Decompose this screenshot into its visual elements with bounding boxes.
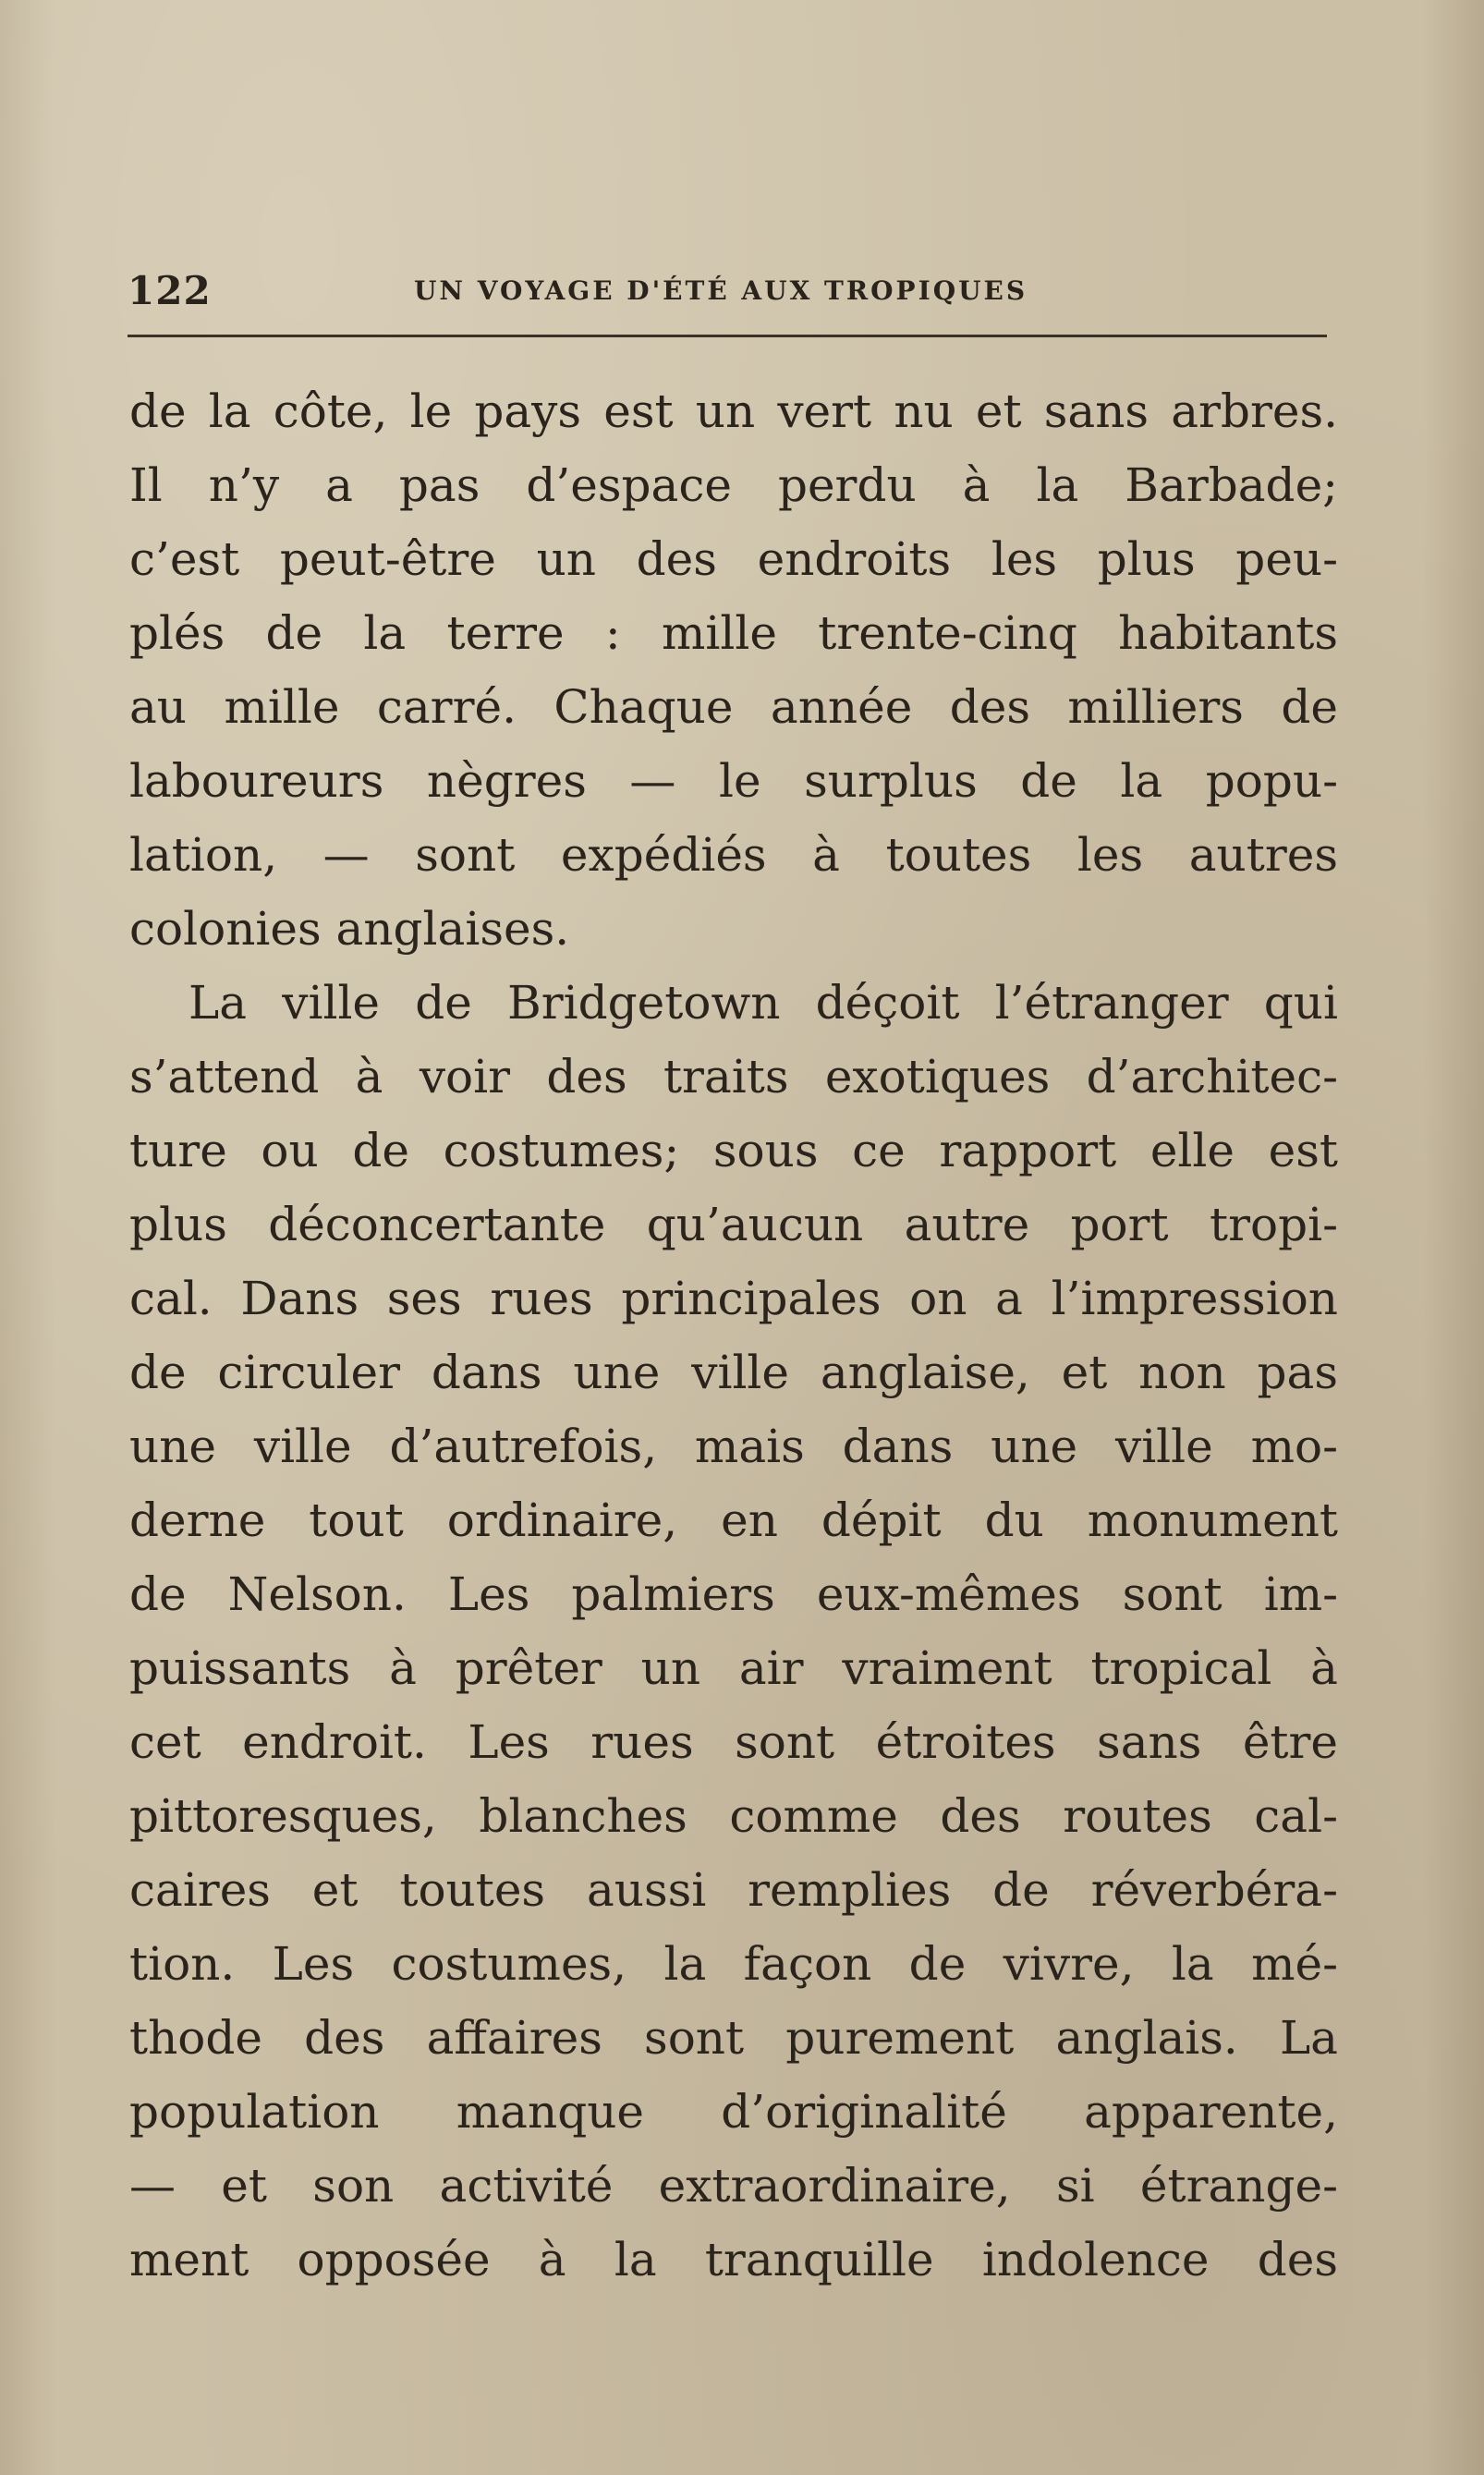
text-line: tion. Les costumes, la façon de vivre, la mé-: [129, 1937, 1338, 1991]
text-line: puissants à prêter un air vraiment tropical à: [129, 1641, 1338, 1695]
text-line: ment opposée à la tranquille indolence des: [129, 2233, 1338, 2286]
text-line: ture ou de costumes; sous ce rapport elle est: [129, 1124, 1338, 1177]
text-line: plés de la terre : mille trente-cinq habitants: [129, 606, 1338, 660]
running-title: UN VOYAGE D'ÉTÉ AUX TROPIQUES: [414, 275, 1028, 306]
text-line: caires et toutes aussi remplies de réverbéra-: [129, 1863, 1338, 1917]
text-line: de Nelson. Les palmiers eux-mêmes sont im-: [129, 1567, 1338, 1621]
text-line: pittoresques, blanches comme des routes cal-: [129, 1789, 1338, 1843]
text-line: — et son activité extraordinaire, si étrange-: [129, 2159, 1338, 2213]
text-line: une ville d’autrefois, mais dans une ville mo-: [129, 1420, 1338, 1473]
text-line: population manque d’originalité apparente,: [129, 2085, 1338, 2139]
text-line: cet endroit. Les rues sont étroites sans être: [129, 1715, 1338, 1769]
text-line: c’est peut-être un des endroits les plus peu-: [129, 532, 1338, 586]
header-rule: [128, 335, 1327, 337]
running-head: [128, 268, 1329, 323]
text-line: de la côte, le pays est un vert nu et sans arbres.: [129, 384, 1338, 438]
text-line: plus déconcertante qu’aucun autre port tropi-: [129, 1198, 1338, 1251]
text-line: thode des affaires sont purement anglais. La: [129, 2011, 1338, 2065]
text-line: Il n’y a pas d’espace perdu à la Barbade;: [129, 458, 1338, 512]
text-line: de circuler dans une ville anglaise, et non pas: [129, 1346, 1338, 1399]
text-line: La ville de Bridgetown déçoit l’étranger qui: [189, 976, 1338, 1030]
body-text: [129, 374, 1338, 2297]
text-line: derne tout ordinaire, en dépit du monument: [129, 1494, 1338, 1547]
text-line: laboureurs nègres — le surplus de la popu-: [129, 754, 1338, 808]
text-line: colonies anglaises.: [129, 902, 570, 956]
text-line: au mille carré. Chaque année des milliers de: [129, 680, 1338, 734]
text-line: cal. Dans ses rues principales on a l’impression: [129, 1272, 1338, 1325]
text-line: s’attend à voir des traits exotiques d’architec-: [129, 1050, 1338, 1103]
page-number: 122: [128, 268, 212, 313]
text-line: lation, — sont expédiés à toutes les autres: [129, 828, 1338, 882]
